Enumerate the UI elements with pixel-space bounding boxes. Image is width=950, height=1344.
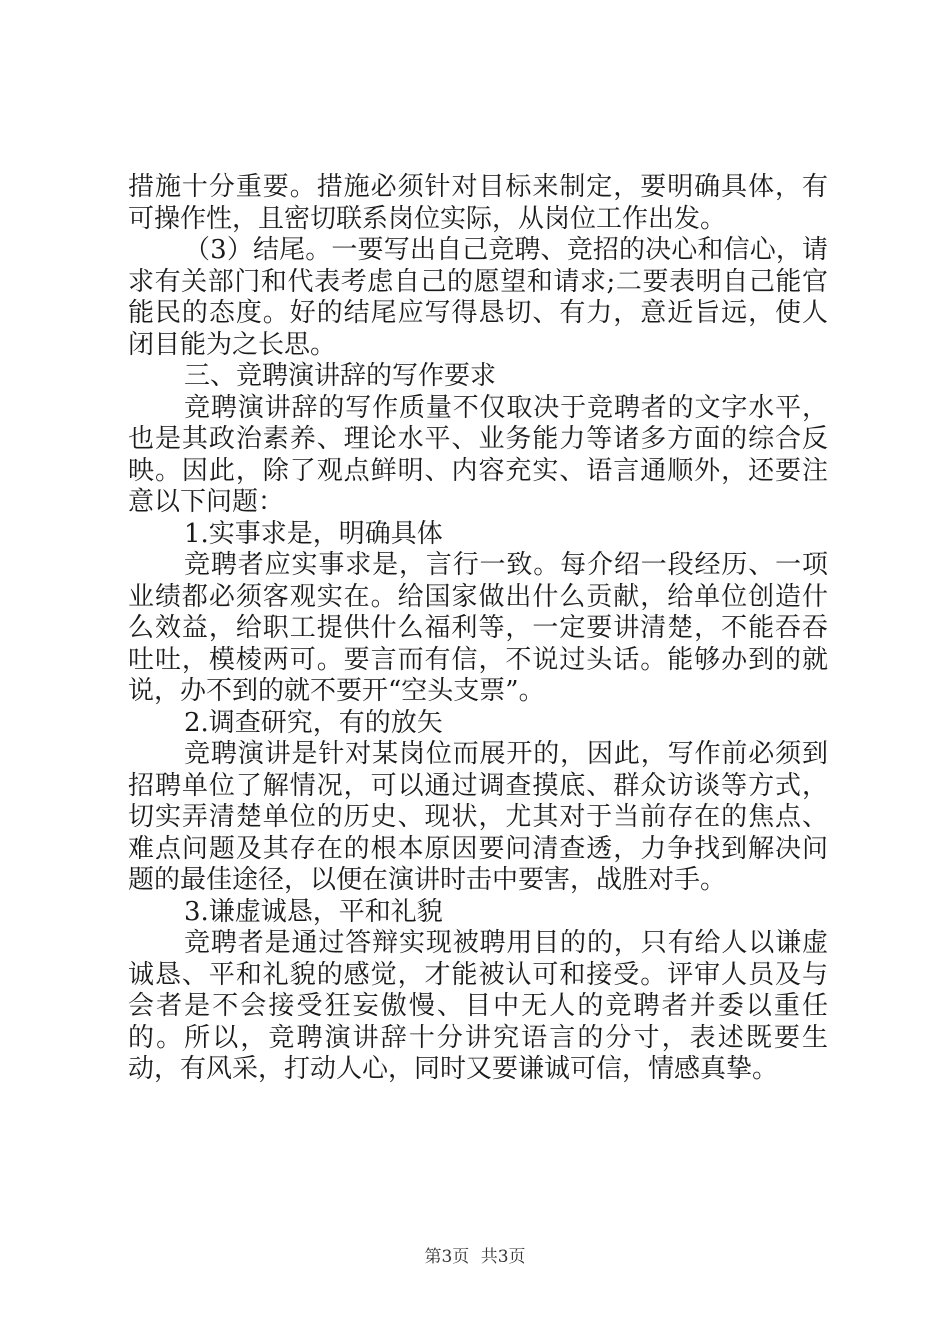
paragraph-4: 竞聘演讲辞的写作质量不仅取决于竞聘者的文字水平，也是其政治素养、理论水平、业务能力等诸多方面的综合反映。因此，除了观点鲜明、内容充实、语言通顺外，还要注意以下问题： xyxy=(128,392,828,517)
document-body xyxy=(128,172,828,1086)
paragraph-1: 措施十分重要。措施必须针对目标来制定，要明确具体，有可操作性，且密切联系岗位实际，从岗位工作出发。 xyxy=(128,172,828,234)
page-footer xyxy=(0,1242,950,1267)
paragraph-10: 竞聘者是通过答辩实现被聘用目的的，只有给人以谦虚诚恳、平和礼貌的感觉，才能被认可和接受。评审人员及与会者是不会接受狂妄傲慢、目中无人的竞聘者并委以重任的。所以，竞聘演讲辞十分讲究语言的分寸，表述既要生动，有风采，打动人心，同时又要谦诚可信，情感真挚。 xyxy=(128,928,828,1084)
page-total: 共3页 xyxy=(480,1247,526,1267)
section-heading-3: 三、竞聘演讲辞的写作要求 xyxy=(184,361,497,391)
paragraph-2: （3）结尾。一要写出自己竞聘、竞招的决心和信心，请求有关部门和代表考虑自己的愿望和请求;二要表明自己能官能民的态度。好的结尾应写得恳切、有力，意近旨远，使人闭目能为之长思。 xyxy=(128,235,828,360)
page-number: 第3页 xyxy=(424,1247,470,1267)
paragraph-8: 竞聘演讲是针对某岗位而展开的，因此，写作前必须到招聘单位了解情况，可以通过调查摸底、群众访谈等方式，切实弄清楚单位的历史、现状，尤其对于当前存在的焦点、难点问题及其存在的根本原因要问清查透，力争找到解决问题的最佳途径，以便在演讲时击中要害，战胜对手。 xyxy=(128,739,828,895)
subheading-3: 3.谦虚诚恳，平和礼貌 xyxy=(184,896,443,927)
paragraph-6: 竞聘者应实事求是，言行一致。每介绍一段经历、一项业绩都必须客观实在。给国家做出什么贡献，给单位创造什么效益，给职工提供什么福利等，一定要讲清楚，不能吞吞吐吐，模棱两可。要言而有信，不说过头话。能够办到的就说，办不到的就不要开“空头支票”。 xyxy=(128,550,828,706)
subheading-1: 1.实事求是，明确具体 xyxy=(184,518,443,549)
subheading-2: 2.调查研究，有的放矢 xyxy=(184,707,443,738)
